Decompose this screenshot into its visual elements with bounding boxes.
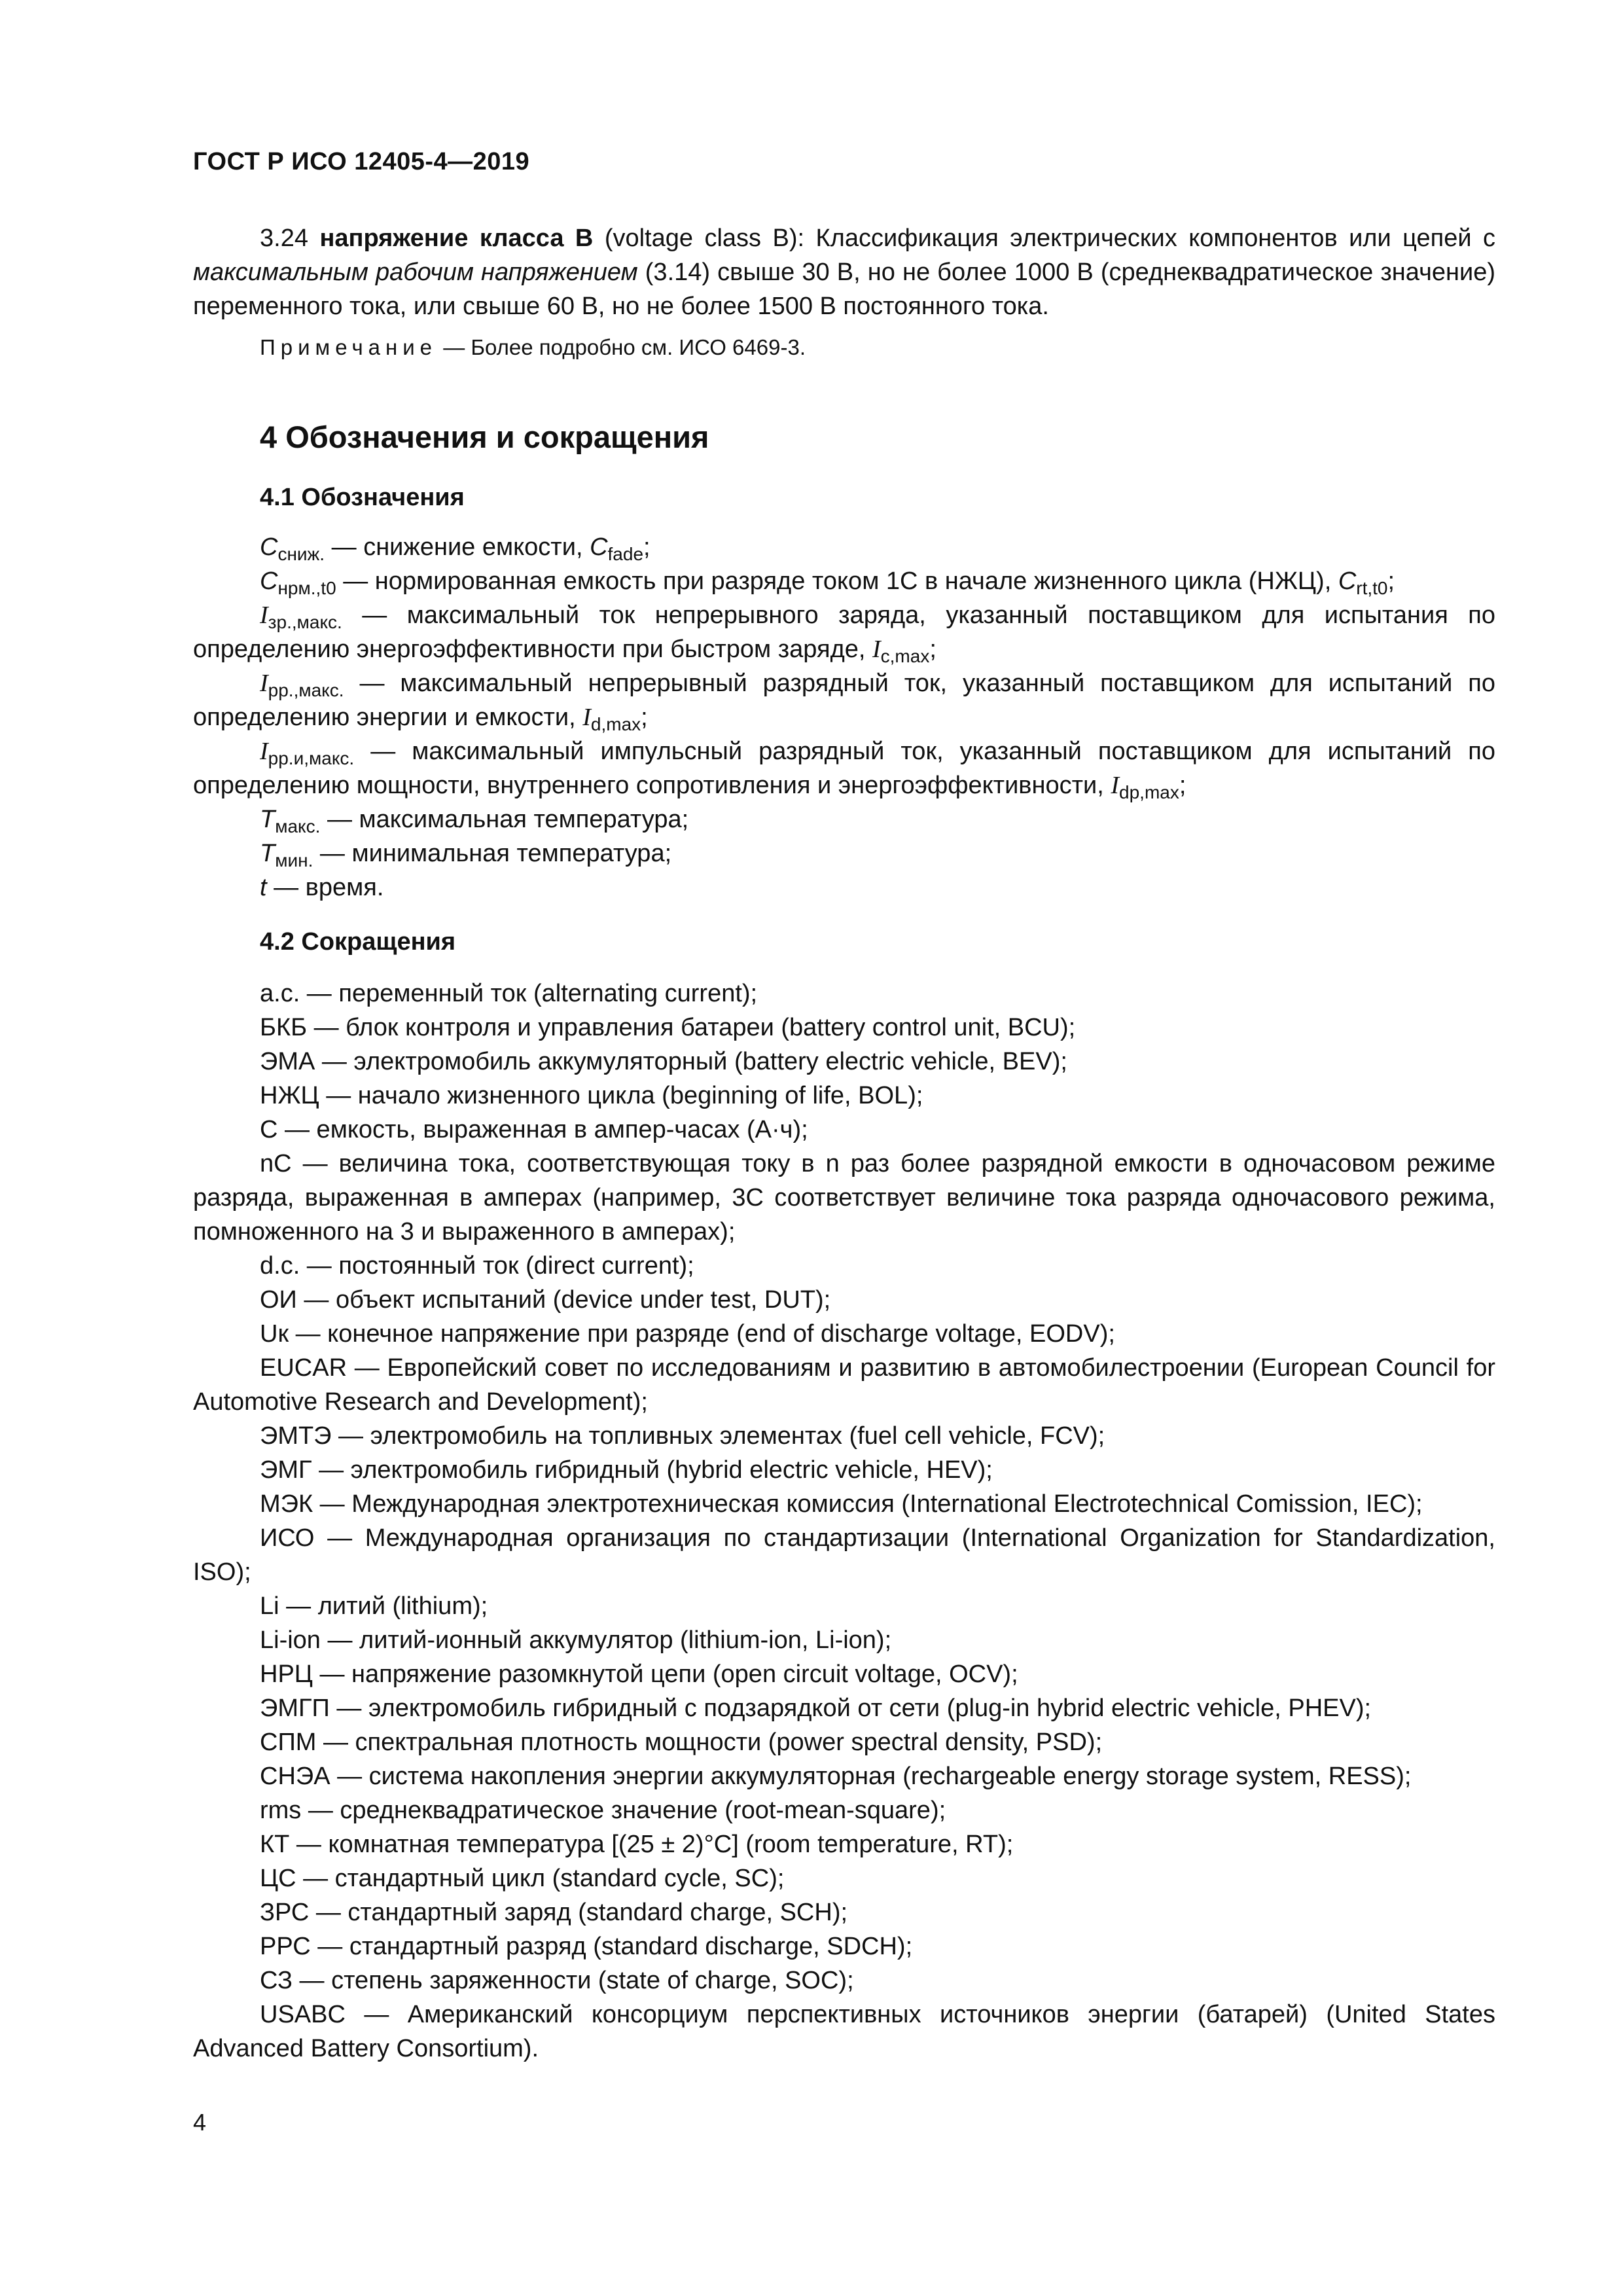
clause-3-24 [193,221,1495,363]
symbol-entry [193,802,1495,836]
symbol-letter: I [260,738,268,765]
symbol-en-letter: C [590,533,608,561]
clause-note [193,332,1495,363]
symbol-letter: C [260,533,278,561]
symbol-entry [193,666,1495,734]
clause-rest: (3.14) свыше 30 В, но не более 1000 В (среднеквадратическое значение) переменного тока, или свыше 60 В, но не более 1500 В постоянного тока. [193,259,1495,320]
abbreviation-entry: Li — литий (lithium); [260,1592,488,1620]
abbreviation-entry: СЗ — степень заряженности (state of charge, SOC); [260,1967,854,1994]
abbreviation-entry: ЭМГ — электромобиль гибридный (hybrid electric vehicle, HEV); [260,1456,993,1484]
symbol-definition: — минимальная температура; [319,840,672,867]
abbreviation-entry: ЭМГП — электромобиль гибридный с подзарядкой от сети (plug-in hybrid electric vehicle, PHEV); [260,1695,1372,1722]
section-4 [193,419,1495,512]
symbol-letter: t [260,874,267,901]
symbol-entry [193,564,1495,598]
abbreviation-entry: а.с. — переменный ток (alternating current); [260,980,758,1007]
note-text: — Более подробно см. ИСО 6469-3. [443,335,806,359]
abbreviation-entry: ЦС — стандартный цикл (standard cycle, SC); [260,1865,785,1892]
abbreviation-entry: C — емкость, выраженная в ампер-часах (А·ч); [260,1116,808,1143]
abbreviation-entry: Li-ion — литий-ионный аккумулятор (lithium-ion, Li-ion); [260,1626,892,1654]
abbreviation-entry: СПМ — спектральная плотность мощности (power spectral density, PSD); [260,1729,1103,1756]
symbol-en-subscript: rt,t0 [1356,578,1388,598]
symbol-entry [193,530,1495,564]
page-header: ГОСТ Р ИСО 12405-4—2019 [193,148,530,175]
symbol-subscript: рр.,макс. [268,680,344,700]
abbreviation-entry: ЭМТЭ — электромобиль на топливных элементах (fuel cell vehicle, FCV); [260,1422,1105,1450]
symbol-en-subscript: d,max [590,714,641,734]
symbol-definition: — время. [274,874,384,901]
symbol-letter: I [260,601,268,629]
clause-number: 3.24 [260,224,308,252]
symbol-letter: T [260,840,276,867]
symbol-definition: — максимальный импульсный разрядный ток, указанный поставщиком для испытаний по определению мощности, внутреннего сопротивления и энергоэффективности, [193,738,1495,799]
abbreviation-entry: НРЦ — напряжение разомкнутой цепи (open circuit voltage, OCV); [260,1660,1018,1688]
symbol-subscript: сниж. [277,544,325,564]
subsection-4-1-title: 4.1 Обозначения [260,484,465,511]
subsection-4-2 [193,928,1495,956]
abbreviation-entry: d.c. — постоянный ток (direct current); [260,1252,694,1280]
abbreviation-entry: ЗРС — стандартный заряд (standard charge, SCH); [260,1899,848,1926]
abbreviation-entry: ОИ — объект испытаний (device under test, DUT); [260,1286,831,1314]
symbols-list [193,530,1495,905]
symbol-definition: — максимальная температура; [327,806,689,833]
symbol-letter: T [260,806,276,833]
symbol-en-letter: I [872,636,881,663]
symbol-entry [193,836,1495,870]
symbol-definition: — максимальный непрерывный разрядный ток, указанный поставщиком для испытаний по определению энергии и емкости, [193,670,1495,731]
abbreviation-entry: ИСО — Международная организация по стандартизации (International Organization for Standardization, ISO); [193,1524,1495,1586]
symbol-entry [193,598,1495,666]
symbol-subscript: рр.и,макс. [268,748,355,768]
symbol-definition: — нормированная емкость при разряде током 1C в начале жизненного цикла (НЖЦ), [343,567,1338,595]
abbreviations-list [193,977,1495,2066]
subsection-4-2-title: 4.2 Сокращения [260,928,456,956]
abbreviation-entry: РРС — стандартный разряд (standard discharge, SDCH); [260,1933,913,1960]
symbol-en-subscript: dp,max [1119,782,1179,802]
symbol-definition: — максимальный ток непрерывного заряда, указанный поставщиком для испытания по определению энергоэффективности при быстром заряде, [193,601,1496,663]
symbol-en-letter: C [1338,567,1357,595]
clause-term: напряжение класса В [319,224,594,252]
symbol-subscript: нрм.,t0 [277,578,336,598]
abbreviation-entry: nC — величина тока, соответствующая току в n раз более разрядной емкости в одночасовом режиме разряда, выраженная в амперах (например, 3C соответствует величине тока разряда одночасового режима, помноженного на 3 и выраженного в амперах); [193,1150,1495,1246]
symbol-en-letter: I [582,704,591,731]
symbol-en-subscript: fade [607,544,644,564]
symbol-end: ; [1179,772,1186,799]
symbol-end: ; [641,704,648,731]
symbol-entry [193,734,1495,802]
section-4-title: 4 Обозначения и сокращения [260,420,709,454]
symbol-end: ; [929,636,936,663]
symbol-subscript: макс. [275,816,321,836]
symbol-definition: — снижение емкости, [331,533,590,561]
symbol-end: ; [1387,567,1395,595]
abbreviation-entry: USABC — Американский консорциум перспективных источников энергии (батарей) (United States Advanced Battery Consortium). [193,2001,1495,2062]
abbreviation-entry: МЭК — Международная электротехническая комиссия (International Electrotechnical Comission, IEC); [260,1490,1423,1518]
symbol-letter: I [260,670,268,697]
abbreviation-entry: БКБ — блок контроля и управления батареи (battery control unit, BCU); [260,1014,1076,1041]
page-number: 4 [193,2109,207,2136]
clause-term-en: (voltage class В): Классификация электрических компонентов или цепей с [604,224,1496,252]
symbol-en-subscript: c,max [880,646,930,666]
abbreviation-entry: Uк — конечное напряжение при разряде (end of discharge voltage, EODV); [260,1320,1115,1348]
symbol-subscript: мин. [275,850,313,870]
abbreviation-entry: СНЭА — система накопления энергии аккумуляторная (rechargeable energy storage system, RESS); [260,1763,1412,1790]
symbol-entry [193,870,1495,905]
note-label: Примечание [260,335,438,359]
symbol-letter: C [260,567,278,595]
clause-3-24-text [193,221,1495,323]
abbreviation-entry: НЖЦ — начало жизненного цикла (beginning of life, BOL); [260,1082,923,1109]
abbreviation-entry: rms — среднеквадратическое значение (root-mean-square); [260,1797,946,1824]
clause-ref-term: максимальным рабочим напряжением [193,259,638,286]
abbreviation-entry: КТ — комнатная температура [(25 ± 2)°С] (room temperature, RT); [260,1831,1014,1858]
symbol-end: ; [643,533,651,561]
symbol-en-letter: I [1111,772,1120,799]
symbol-subscript: зр.,макс. [268,612,342,632]
abbreviation-entry: EUCAR — Европейский совет по исследованиям и развитию в автомобилестроении (European Council for Automotive Research and Development); [193,1354,1495,1416]
abbreviation-entry: ЭМА — электромобиль аккумуляторный (battery electric vehicle, BEV); [260,1048,1067,1075]
